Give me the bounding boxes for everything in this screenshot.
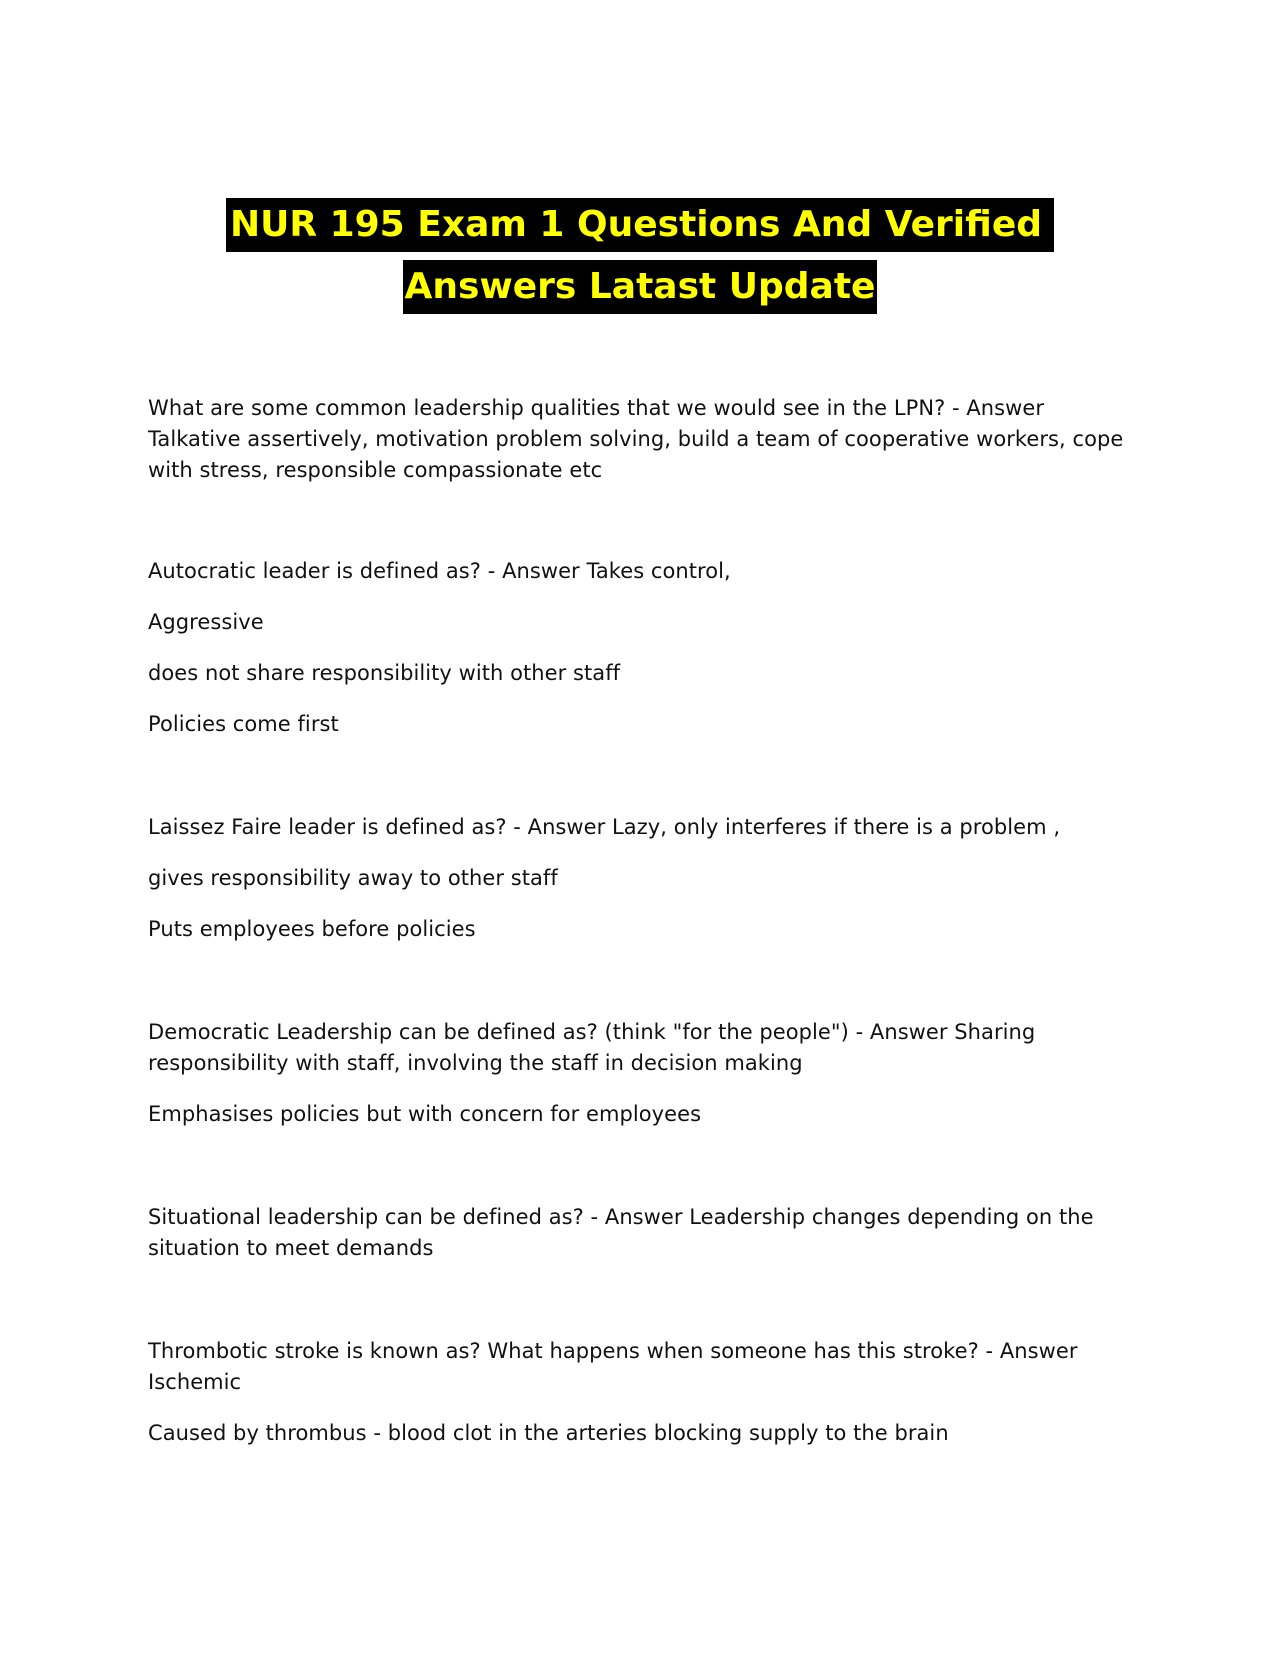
title-line-1: NUR 195 Exam 1 Questions And Verified [226,198,1054,252]
qa-paragraph: Autocratic leader is defined as? - Answer Takes control, [148,559,731,583]
qa-paragraph: Policies come first [148,712,339,736]
document-title [0,198,1280,314]
qa-block-democratic [148,1017,1138,1130]
qa-block-situational [148,1202,1138,1264]
qa-paragraph: does not share responsibility with other staff [148,661,621,685]
qa-block-autocratic [148,556,1138,740]
qa-paragraph: Caused by thrombus - blood clot in the arteries blocking supply to the brain [148,1421,949,1445]
qa-paragraph: What are some common leadership qualities that we would see in the LPN? - Answer Talkative assertively, motivation problem solving, build a team of cooperative workers, cope with stress, responsible compassionate etc [148,396,1124,482]
qa-paragraph: Democratic Leadership can be defined as? (think "for the people") - Answer Sharing responsibility with staff, involving the staff in decision making [148,1020,1036,1075]
qa-block-leadership-qualities [148,393,1138,486]
qa-paragraph: gives responsibility away to other staff [148,866,558,890]
qa-block-laissez-faire [148,812,1138,945]
qa-paragraph: Thrombotic stroke is known as? What happens when someone has this stroke? - Answer Ischemic [148,1339,1078,1394]
document-body [148,393,1138,1449]
qa-paragraph: Situational leadership can be defined as? - Answer Leadership changes depending on the situation to meet demands [148,1205,1094,1260]
qa-paragraph: Puts employees before policies [148,917,476,941]
qa-paragraph: Aggressive [148,610,264,634]
qa-block-thrombotic-stroke [148,1336,1138,1449]
qa-paragraph: Emphasises policies but with concern for employees [148,1102,702,1126]
qa-paragraph: Laissez Faire leader is defined as? - Answer Lazy, only interferes if there is a problem , [148,815,1061,839]
title-line-2: Answers Latast Update [403,260,878,314]
